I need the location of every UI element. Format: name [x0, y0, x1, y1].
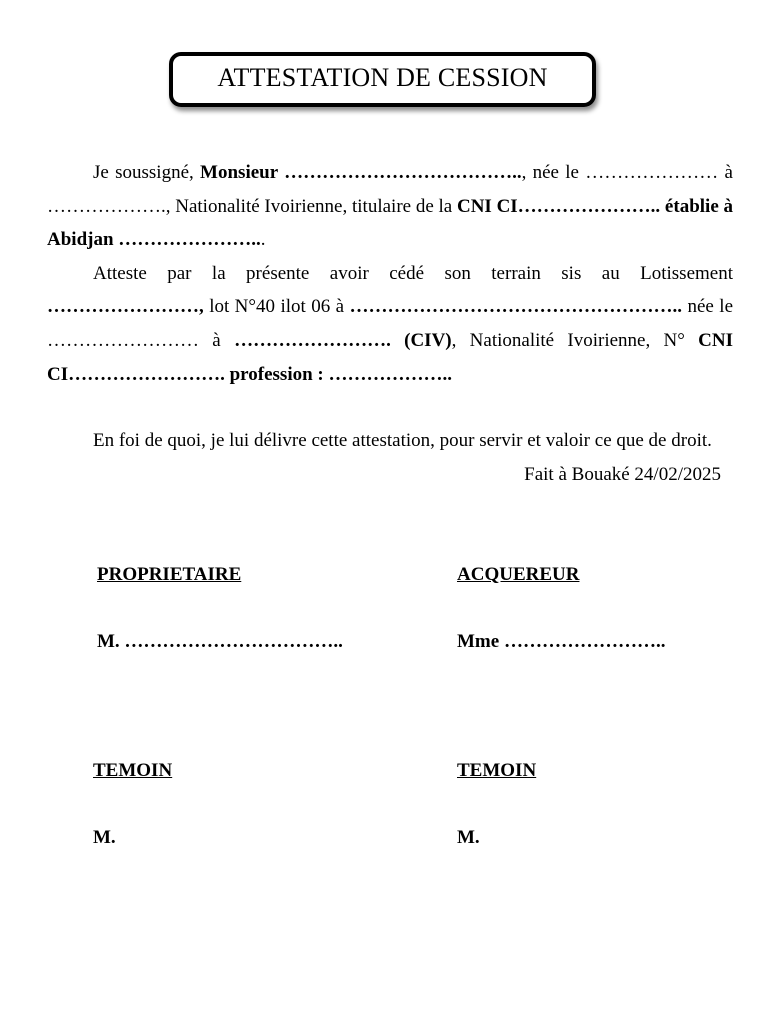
paragraph-conclusion: En foi de quoi, je lui délivre cette attestation, pour servir et valoir ce que de droit. [93, 430, 712, 452]
temoin-right-name: M. [457, 827, 480, 848]
p1-text-2: , née le ………………… à ………………., Nationalité Ivoirienne, titulaire de la [47, 162, 733, 217]
temoin-left-name: M. [93, 827, 116, 848]
acquereur-heading: ACQUEREUR [457, 564, 580, 585]
p2-lotissement: ……………………, [47, 296, 204, 318]
body-text [47, 156, 733, 491]
paragraph-identity [47, 156, 733, 257]
place-date: Fait à Bouaké 24/02/2025 [524, 463, 721, 485]
document-title: ATTESTATION DE CESSION [217, 62, 548, 92]
proprietaire-name: M. …………………………….. [97, 631, 343, 652]
p2-civ: ……………………. (CIV) [234, 329, 452, 351]
temoin-right-heading: TEMOIN [457, 760, 537, 781]
p1-text-1: Je soussigné, [93, 162, 201, 183]
temoin-left-heading: TEMOIN [93, 760, 173, 781]
acquereur-name: Mme …………………….. [457, 631, 666, 652]
p2-text-3: née le …………………… à [47, 296, 734, 351]
p2-cni-profession: CNI CI……………………. profession : ……………….. [47, 329, 734, 385]
spacer [47, 391, 733, 424]
p1-cni: CNI CI………………….. établie à Abidjan ………………….. [47, 195, 734, 251]
proprietaire-heading: PROPRIETAIRE [97, 564, 242, 585]
paragraph-cession [47, 257, 733, 391]
title-box [169, 52, 596, 107]
p1-monsieur: Monsieur ……………………………….. [200, 162, 522, 183]
p2-location: …………………………………………….. [349, 296, 683, 318]
p2-text-4: , Nationalité Ivoirienne, N° [451, 329, 699, 351]
p2-text-1: Atteste par la présente avoir cédé son terrain sis au Lotissement [93, 262, 733, 284]
p2-text-2: lot N°40 ilot 06 à [203, 296, 350, 318]
p1-text-3: . [260, 229, 266, 251]
